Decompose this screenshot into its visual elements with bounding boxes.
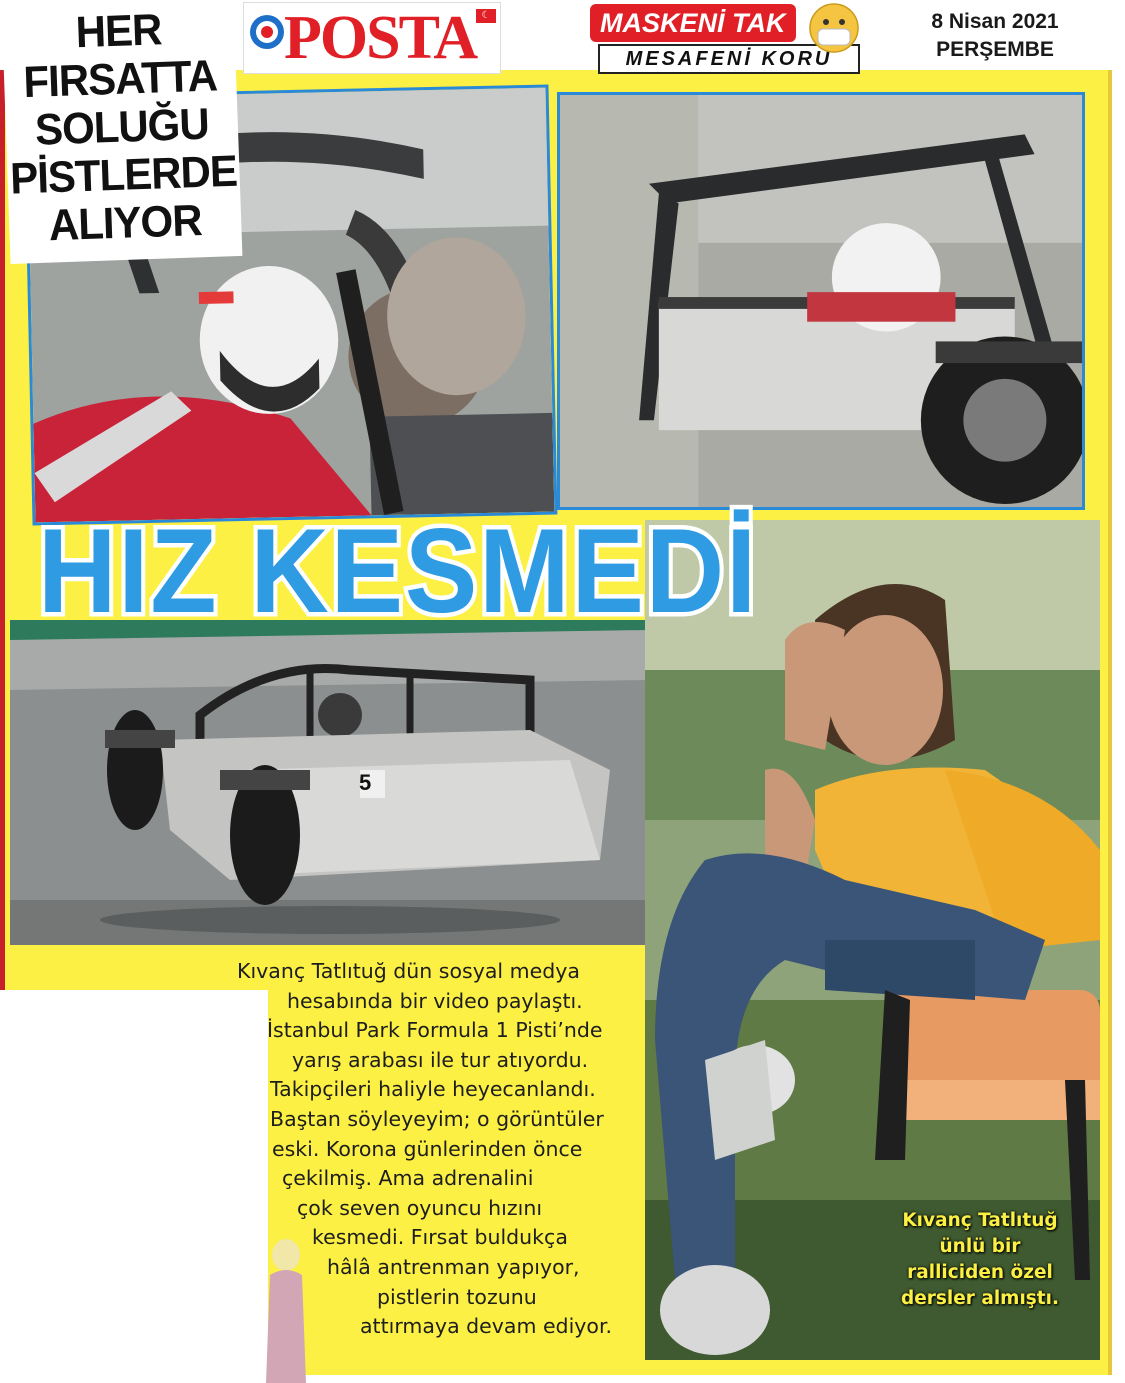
caption-line: ünlü bir [939,1236,1021,1257]
weekday-text: PERŞEMBE [936,38,1054,61]
photo-car-on-track [10,620,647,945]
photo-car-side [557,92,1085,510]
caption-line: ralliciden özel [907,1262,1053,1283]
page-edge-strip [0,70,5,990]
article-line: hesabında bir video paylaştı. [287,988,583,1013]
flag-icon: ☾ [476,9,496,23]
caption-line: dersler almıştı. [900,1288,1060,1309]
kicker-box [2,0,243,264]
posta-logo [243,2,501,74]
logo-text: POSTA [284,4,477,72]
article-body [232,957,652,1342]
article-line: kesmedi. Fırsat buldukça [312,1225,568,1250]
mask-campaign-badge [590,2,874,76]
mask-slogan-bottom: MESAFENİ KORU [598,44,860,74]
article-line: Baştan söyleyeyim; o görüntüler [270,1106,604,1131]
article-line: attırmaya devam ediyor. [360,1314,613,1339]
kicker-line: SOLUĞU [34,98,210,155]
car-number: 5 [359,770,372,795]
mask-slogan-top: MASKENİ TAK [590,4,796,42]
eye-logo-icon [248,13,286,51]
article-line: yarış arabası ile tur atıyordu. [292,1047,589,1072]
headline-text: HIZ KESMEDİ [38,504,758,638]
article-line: İstanbul Park Formula 1 Pisti’nde [267,1018,603,1043]
article-line: eski. Korona günlerinden önce [272,1136,583,1161]
page-right-edge [1108,70,1112,1375]
article-line: çekilmiş. Ama adrenalini [282,1166,534,1191]
issue-date [895,8,1095,64]
caption-line: Kıvanç Tatlıtuğ [902,1210,1058,1231]
article-line: Takipçileri haliyle heyecanlandı. [270,1077,596,1102]
article-line: çok seven oyuncu hızını [297,1195,543,1220]
article-line: hâlâ antrenman yapıyor, [327,1254,580,1279]
kicker-line: PİSTLERDE [9,145,238,204]
kicker-line: HER [74,4,163,57]
photo-caption [885,1208,1075,1312]
article-line: Kıvanç Tatlıtuğ dün sosyal medya [237,959,580,983]
kicker-line: ALIYOR [48,195,203,250]
kicker-line: FIRSATTA [22,50,218,107]
date-text: 8 Nisan 2021 [931,10,1059,33]
white-corner-area [0,990,268,1383]
article-line: pistlerin tozunu [377,1284,537,1309]
masked-face-icon [808,2,860,54]
headline [18,490,778,640]
